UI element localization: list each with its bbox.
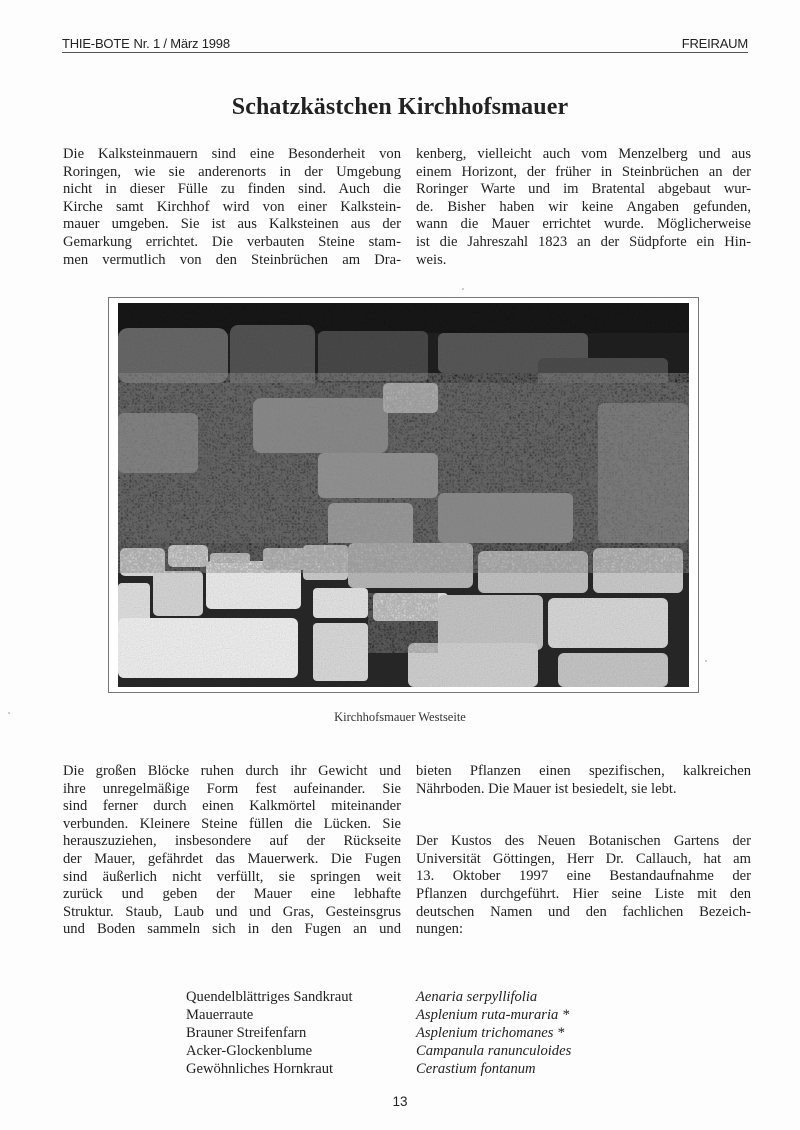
text-line: zurück und geben der Mauer eine lebhafte (63, 886, 401, 903)
text-line: nungen: (416, 921, 464, 938)
latin-name: Asplenium ruta-muraria * (416, 1007, 570, 1023)
species-row (186, 1060, 606, 1078)
latin-name: Asplenium trichomanes * (416, 1025, 565, 1041)
species-list (186, 988, 606, 1078)
intro-column-left (63, 146, 401, 269)
text-line: Struktur. Staub, Laub und und Gras, Gesteinsgrus (63, 903, 401, 920)
publication-name: THIE-BOTE (62, 36, 130, 51)
text-line: Die Kalksteinmauern sind eine Besonderheit von (63, 146, 401, 162)
scan-speck (8, 712, 10, 714)
header-publication-info (62, 36, 230, 51)
text-line: Kirche samt Kirchhof wird von einer Kalkstein- (63, 198, 401, 215)
body-column-left (63, 763, 401, 939)
german-name: Mauerraute (186, 1007, 254, 1023)
species-row (186, 988, 606, 1006)
german-name: Gewöhnliches Hornkraut (186, 1061, 334, 1077)
text-line: Der Kustos des Neuen Botanischen Gartens der (416, 833, 751, 850)
latin-name: Cerastium fontanum (416, 1061, 536, 1077)
photo-frame (108, 297, 699, 693)
section-name: FREIRAUM (681, 36, 748, 51)
text-line: weis. (416, 251, 447, 268)
species-row (186, 1024, 606, 1042)
text-line: 13. Oktober 1997 eine Bestandaufnahme der (416, 868, 751, 885)
issue-info: Nr. 1 / März 1998 (133, 36, 230, 51)
wall-photo (118, 303, 689, 687)
text-line: der Mauer, gefährdet das Mauerwerk. Die Fugen (63, 850, 401, 867)
text-line: einem Horizont, der früher in Steinbrüchen an der (416, 163, 751, 180)
text-line: herauszuziehen, insbesondere auf der Rückseite (63, 833, 401, 850)
header-rule (62, 52, 748, 53)
text-line: ihre unregelmäßige Form fest aufeinander. Sie (63, 780, 401, 797)
text-line: Pflanzen durchgeführt. Hier seine Liste mit den (416, 885, 751, 902)
scan-speck (705, 660, 707, 662)
page-number: 13 (392, 1094, 408, 1109)
text-line: men vermutlich von den Steinbrüchen am Dra- (63, 251, 401, 268)
german-name: Brauner Streifenfarn (186, 1025, 307, 1041)
species-row (186, 1006, 606, 1024)
paragraph-gap (416, 798, 751, 833)
latin-name: Campanula ranunculoides (416, 1043, 572, 1059)
text-line: Gemarkung errichtet. Die verbauten Steine stam- (63, 233, 401, 250)
text-line: Roringer Warte und im Bratental abgebaut wur- (416, 181, 751, 198)
german-name: Acker-Glockenblume (186, 1043, 313, 1059)
scan-speck (462, 288, 464, 290)
text-line: Nährboden. Die Mauer ist besiedelt, sie lebt. (416, 780, 677, 797)
text-line: nicht in dieser Fülle zu finden sind. Auch die (63, 181, 401, 198)
text-line: ist die Jahreszahl 1823 an der Südpforte ein Hin- (416, 233, 751, 250)
text-line: de. Bisher haben wir keine Angaben gefunden, (416, 198, 751, 215)
german-name: Quendelblättriges Sandkraut (186, 989, 353, 1005)
body-column-right (416, 763, 751, 939)
intro-column-right (416, 146, 751, 269)
text-line: bieten Pflanzen einen spezifischen, kalkreichen (416, 763, 751, 779)
species-row (186, 1042, 606, 1060)
latin-name: Aenaria serpyllifolia (416, 989, 538, 1005)
text-line: wann die Mauer errichtet wurde. Möglicherweise (416, 216, 751, 233)
stone-wall-illustration (118, 303, 689, 687)
text-line: sind ferner durch einen Kalkmörtel miteinander (63, 798, 401, 815)
text-line: mauer umgeben. Sie ist aus Kalksteinen aus der (63, 216, 401, 233)
photo-caption: Kirchhofsmauer Westseite (334, 710, 466, 724)
text-line: sind äußerlich nicht verfüllt, sie springen weit (63, 868, 401, 885)
text-line: Roringen, wie sie anderenorts in der Umgebung (63, 163, 401, 180)
article-title: Schatzkästchen Kirchhofsmauer (231, 94, 569, 120)
text-line: deutschen Namen und den fachlichen Bezeich- (416, 903, 751, 920)
text-line: und Boden sammeln sich in den Fugen an und (63, 921, 401, 938)
text-line: Die großen Blöcke ruhen durch ihr Gewicht und (63, 763, 401, 779)
text-line: kenberg, vielleicht auch vom Menzelberg und aus (416, 146, 751, 162)
text-line: Universität Göttingen, Herr Dr. Callauch, hat am (416, 850, 751, 867)
text-line: verbunden. Kleinere Steine füllen die Lücken. Sie (63, 815, 401, 832)
